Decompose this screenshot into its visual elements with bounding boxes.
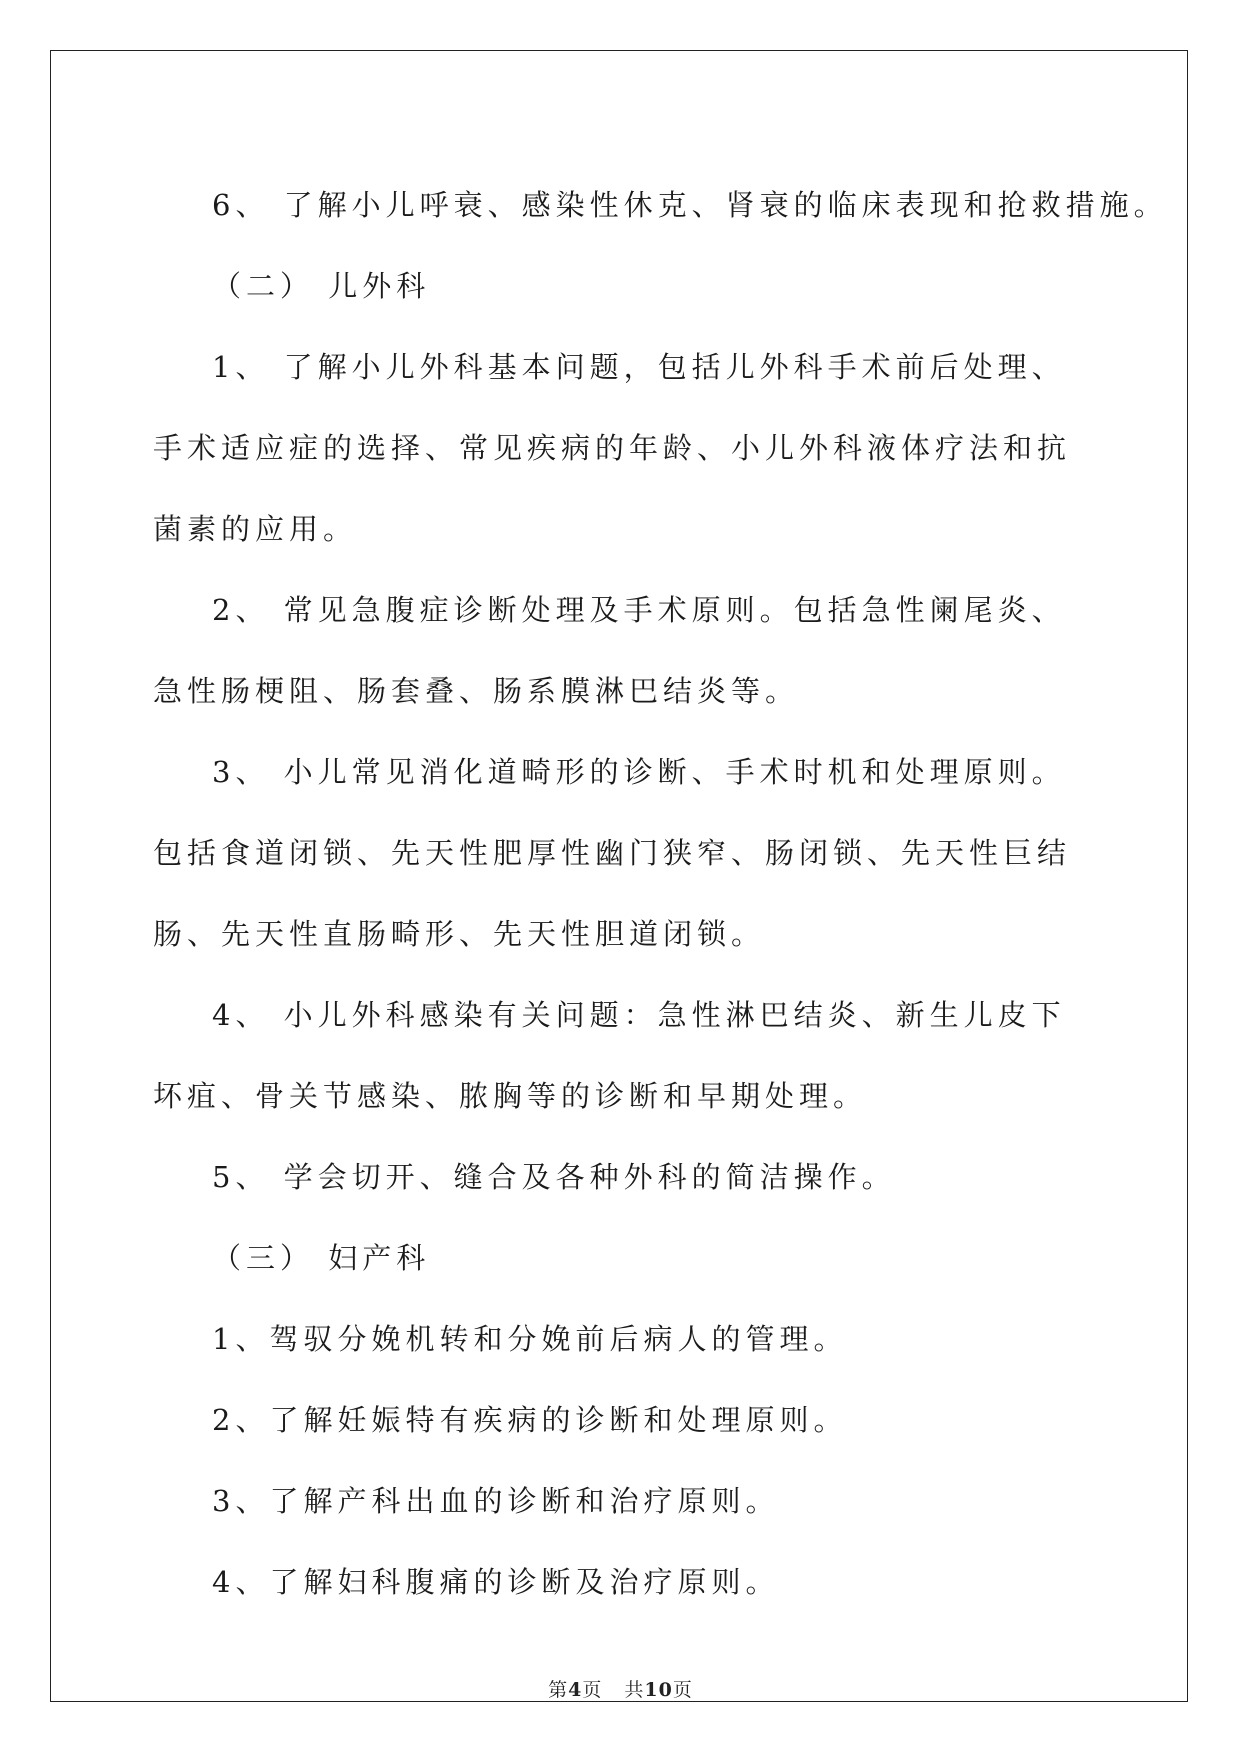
paragraph: 2、 常见急腹症诊断处理及手术原则。包括急性阑尾炎、急性肠梗阻、肠套叠、肠系膜淋巴结炎等。 [153,593,1066,708]
current-page-number: 4 [568,1679,583,1701]
paragraph: 4、 小儿外科感染有关问题：急性淋巴结炎、新生儿皮下坏疽、骨关节感染、脓胸等的诊断和早期处理。 [153,998,1066,1113]
total-page-number: 10 [644,1679,673,1701]
footer-prefix: 第 [548,1679,569,1701]
document-body [153,165,1168,1623]
paragraph: 5、 学会切开、缝合及各种外科的简洁操作。 [212,1160,896,1194]
section-heading: （三） 妇产科 [212,1241,431,1275]
paragraph: 3、 小儿常见消化道畸形的诊断、手术时机和处理原则。包括食道闭锁、先天性肥厚性幽门狭窄、肠闭锁、先天性巨结肠、先天性直肠畸形、先天性胆道闭锁。 [153,755,1072,951]
paragraph: 2、了解妊娠特有疾病的诊断和处理原则。 [212,1403,848,1437]
footer-total-suffix: 页 [672,1679,693,1701]
section-heading: （二） 儿外科 [212,269,431,303]
paragraph: 3、了解产科出血的诊断和治疗原则。 [212,1484,780,1518]
footer-page-word: 页 [582,1679,603,1701]
paragraph: 4、了解妇科腹痛的诊断及治疗原则。 [212,1565,780,1599]
footer-total-prefix: 共 [624,1679,645,1701]
paragraph: 1、驾驭分娩机转和分娩前后病人的管理。 [212,1322,848,1356]
paragraph: 6、 了解小儿呼衰、感染性休克、肾衰的临床表现和抢救措施。 [212,188,1168,222]
page-footer [0,1675,1241,1702]
paragraph: 1、 了解小儿外科基本问题，包括儿外科手术前后处理、手术适应症的选择、常见疾病的年龄、小儿外科液体疗法和抗菌素的应用。 [153,350,1072,546]
